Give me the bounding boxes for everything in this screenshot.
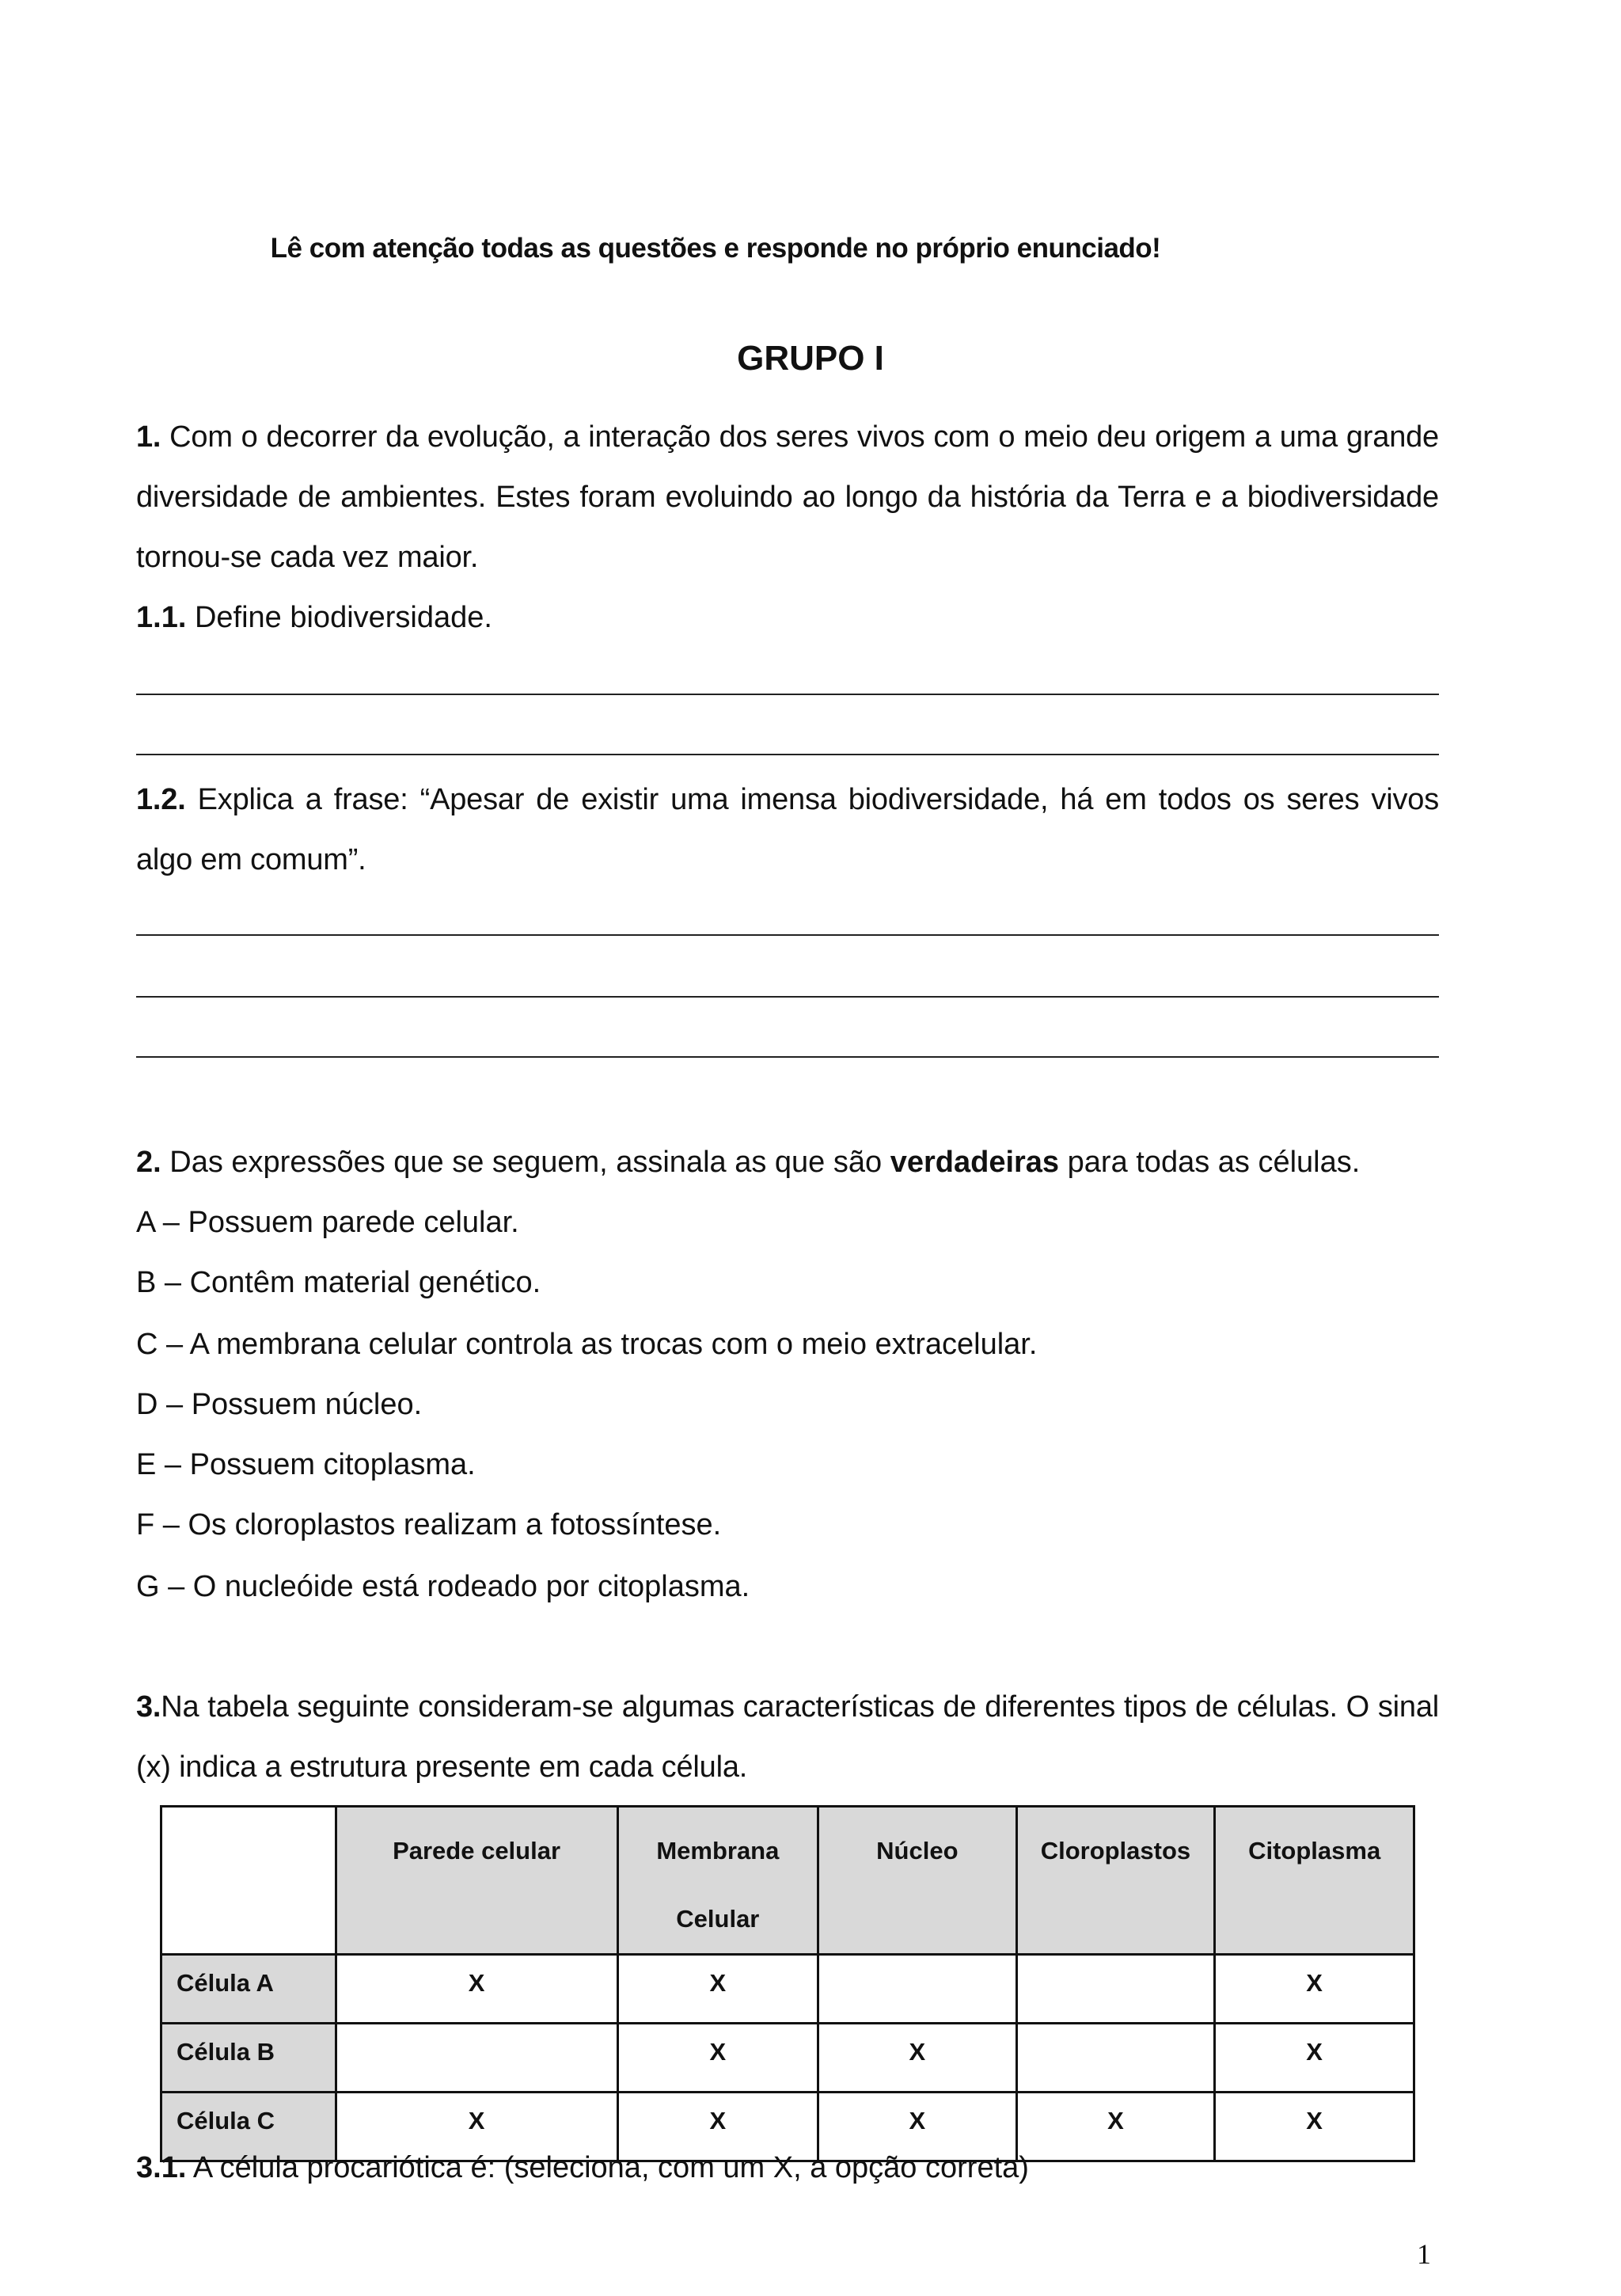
question-3-number: 3.: [136, 1690, 161, 1724]
table-cell: X: [818, 2024, 1016, 2093]
question-2-text: Das expressões que se seguem, assinala as que são: [169, 1146, 883, 1179]
question-3-text: Na tabela seguinte consideram-se algumas características de diferentes tipos de células. O sinal (x) indica a estrutura presente em cada célula.: [136, 1690, 1439, 1784]
page-number: 1: [1417, 2238, 1431, 2270]
table-header-cell: Citoplasma: [1215, 1807, 1414, 1955]
answer-line[interactable]: [136, 754, 1439, 755]
table-cell: X: [818, 2093, 1016, 2161]
question-1-1: [136, 587, 1439, 648]
table-cell: [336, 2024, 617, 2093]
question-2: [136, 1132, 1439, 1192]
question-1: [136, 407, 1439, 587]
table-header-cell: [617, 1807, 818, 1955]
question-1-text: Com o decorrer da evolução, a interação dos seres vivos com o meio deu origem a uma grande diversidade de ambientes. Estes foram evoluindo ao longo da história da Terra e a biodiversidade tornou-se cada vez maior.: [136, 420, 1439, 574]
question-1-2-number: 1.2.: [136, 783, 186, 816]
question-1-1-number: 1.1.: [136, 601, 187, 634]
option-f[interactable]: F – Os cloroplastos realizam a fotossíntese.: [136, 1508, 722, 1541]
instruction-text: Lê com atenção todas as questões e responde no próprio enunciado!: [270, 233, 1161, 264]
table-header-cell: Parede celular: [336, 1807, 617, 1955]
table-cell: X: [617, 1955, 818, 2024]
question-1-number: 1.: [136, 420, 161, 454]
table-row-label: Célula C: [161, 2093, 336, 2161]
table-cell: X: [617, 2093, 818, 2161]
answer-line[interactable]: [136, 694, 1439, 695]
question-3-1-number: 3.1.: [136, 2151, 187, 2184]
table-cell: X: [1215, 2093, 1414, 2161]
cell-characteristics-table: [160, 1805, 1415, 2162]
answer-line[interactable]: [136, 934, 1439, 936]
table-cell: X: [1215, 2024, 1414, 2093]
question-2-number: 2.: [136, 1146, 161, 1179]
table-cell: X: [336, 2093, 617, 2161]
question-3-1: [136, 2138, 1439, 2198]
table-header-row: [161, 1807, 1414, 1955]
question-1-2: [136, 770, 1439, 890]
question-1-2-text: Explica a frase: “Apesar de existir uma imensa biodiversidade, há em todos os seres vivos algo em comum”.: [136, 783, 1440, 876]
table-corner-cell: [161, 1807, 336, 1955]
table-cell: [1016, 2024, 1215, 2093]
question-3: [136, 1677, 1439, 1797]
option-g[interactable]: G – O nucleóide está rodeado por citoplasma.: [136, 1570, 750, 1603]
table-header-cell: Núcleo: [818, 1807, 1016, 1955]
option-c[interactable]: C – A membrana celular controla as trocas com o meio extracelular.: [136, 1328, 1038, 1361]
table-header-cell: Cloroplastos: [1016, 1807, 1215, 1955]
table-cell: X: [617, 2024, 818, 2093]
table-cell: X: [1016, 2093, 1215, 2161]
question-2-emphasis: verdadeiras: [890, 1146, 1060, 1179]
table-cell: [1016, 1955, 1215, 2024]
option-a[interactable]: A – Possuem parede celular.: [136, 1206, 519, 1239]
table-header-text: Celular: [676, 1905, 760, 1933]
question-2-text-end: para todas as células.: [1067, 1146, 1361, 1179]
table-row: [161, 1955, 1414, 2024]
table-cell: X: [336, 1955, 617, 2024]
table-row: [161, 2024, 1414, 2093]
table-cell: [818, 1955, 1016, 2024]
table-row-label: Célula A: [161, 1955, 336, 2024]
option-e[interactable]: E – Possuem citoplasma.: [136, 1448, 476, 1481]
group-title: GRUPO I: [737, 339, 884, 378]
question-3-1-text: A célula procariótica é: (seleciona, com um X, a opção correta): [192, 2151, 1029, 2184]
answer-line[interactable]: [136, 1056, 1439, 1058]
table-header-text: Membrana: [656, 1837, 780, 1865]
option-d[interactable]: D – Possuem núcleo.: [136, 1388, 423, 1421]
table-cell: X: [1215, 1955, 1414, 2024]
answer-line[interactable]: [136, 996, 1439, 998]
table-row-label: Célula B: [161, 2024, 336, 2093]
option-b[interactable]: B – Contêm material genético.: [136, 1266, 541, 1299]
question-1-1-text: Define biodiversidade.: [194, 601, 492, 634]
